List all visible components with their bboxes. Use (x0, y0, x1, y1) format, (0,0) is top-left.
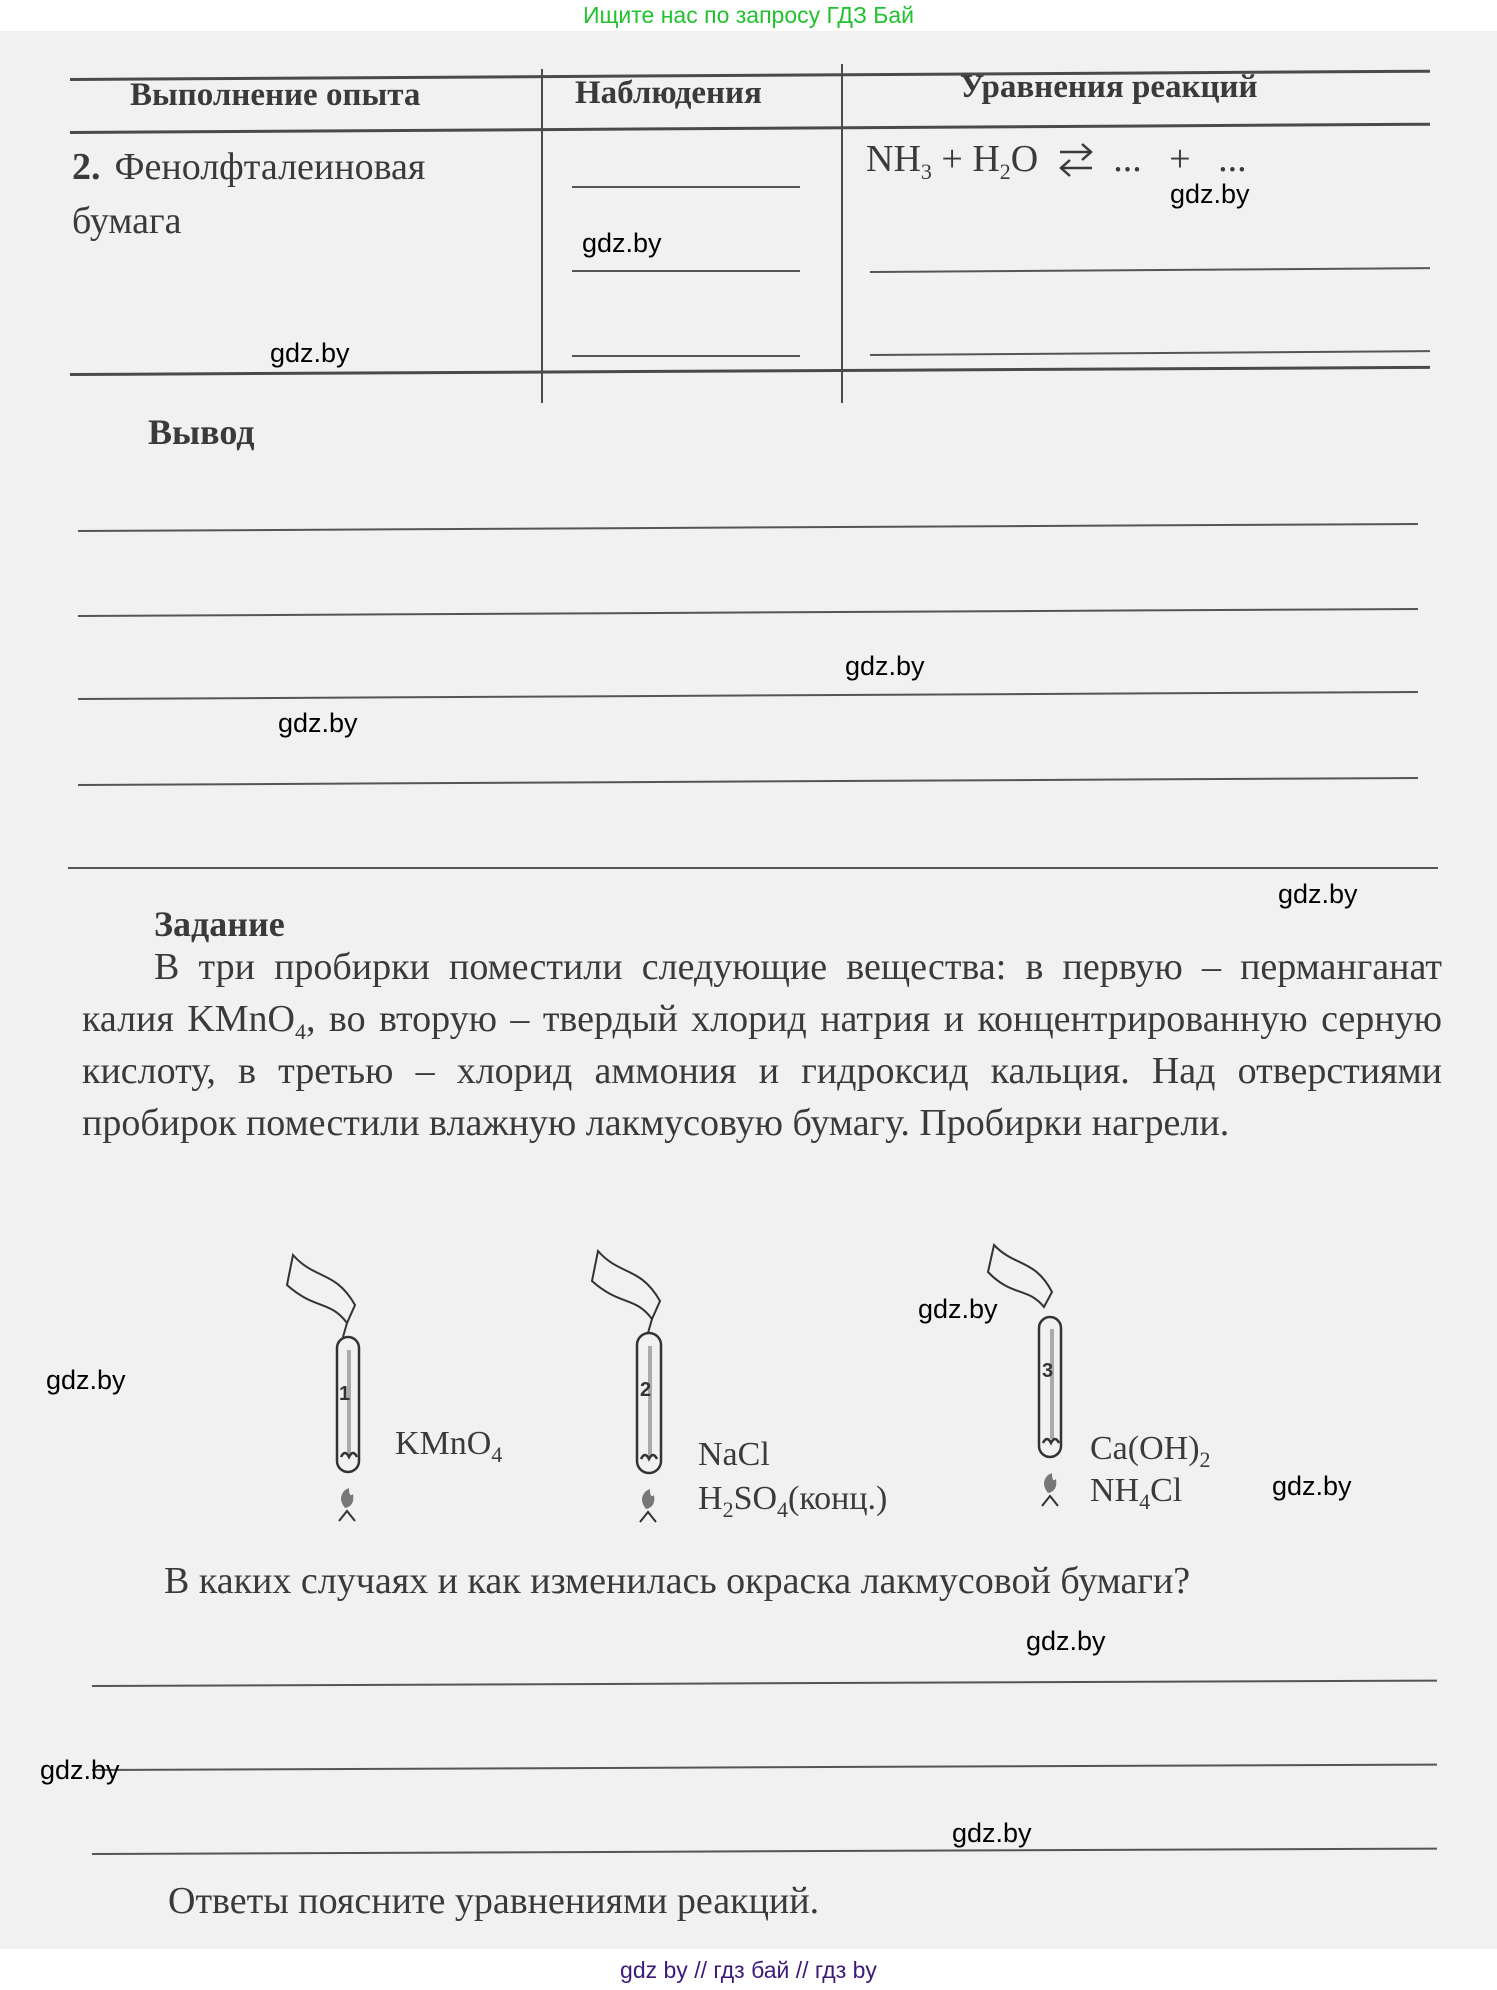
answer-line-1[interactable] (92, 1680, 1437, 1687)
watermark: gdz.by (1272, 1471, 1352, 1501)
header-experiment: Выполнение опыта (130, 77, 421, 113)
watermark: gdz.by (1278, 879, 1358, 909)
eq-plus: + (941, 138, 963, 180)
conclusion-line-3[interactable] (78, 691, 1418, 700)
workbook-page (0, 31, 1497, 1949)
equation-cell (866, 137, 1247, 182)
watermark: gdz.by (1026, 1626, 1106, 1656)
table-header-border (70, 123, 1430, 134)
equation-blank-1[interactable] (870, 267, 1430, 273)
eq-nh: NH (866, 138, 921, 180)
svg-text:3: 3 (1042, 1360, 1054, 1382)
conclusion-line-4[interactable] (78, 777, 1418, 786)
tube-2-label-line-1: NaCl (698, 1436, 770, 1473)
watermark: gdz.by (918, 1294, 998, 1324)
eq-product-blank-2: ... (1218, 138, 1247, 180)
watermark: gdz.by (40, 1755, 120, 1785)
tube-3-label-line-2: $NH_4Cl$ (1090, 1472, 1183, 1514)
table-col-divider-2 (841, 64, 843, 403)
observation-blank-2[interactable] (572, 270, 800, 272)
tube-3-label-line-1: $Ca(OH)_2$ (1090, 1430, 1211, 1472)
conclusion-line-2[interactable] (78, 608, 1418, 617)
task-heading: Задание (154, 904, 285, 944)
experiment-cell (72, 145, 425, 189)
task-text-part2: , во вторую – твердый хлорид натрия и концентрированную серную кислоту, в третью – хлорид аммония и гидроксид кальция. Над отверстиями пробирок поместили влажную лакмусовую бумагу. Пробирки нагрели. (82, 998, 1442, 1144)
task-text-part1: В три пробирки поместили следующие вещества: в первую – перманганат калия KMnO (82, 946, 1442, 1040)
watermark: gdz.by (270, 338, 350, 368)
watermark: gdz.by (582, 228, 662, 258)
watermark: gdz.by (278, 708, 358, 738)
answer-line-2[interactable] (92, 1764, 1437, 1771)
task-text (82, 941, 1442, 1149)
test-tube-1-icon (285, 1245, 365, 1525)
equation-blank-2[interactable] (870, 350, 1430, 356)
table-col-divider-1 (541, 69, 543, 403)
eq-sub-3: 3 (920, 159, 932, 184)
watermark: gdz.by (1170, 179, 1250, 209)
test-tube-2-icon (590, 1241, 670, 1521)
watermark: gdz.by (46, 1365, 126, 1395)
conclusion-line-1[interactable] (78, 523, 1418, 532)
eq-h: H (972, 138, 1000, 180)
tube-2-label-line-2: $H_2SO_4(конц.)$ (698, 1480, 888, 1522)
observation-blank-3[interactable] (572, 355, 800, 357)
section-divider (68, 867, 1438, 869)
svg-text:2: 2 (640, 1379, 652, 1401)
eq-sub-2: 2 (999, 159, 1011, 184)
svg-text:1: 1 (339, 1383, 351, 1405)
top-banner: Ищите нас по запросу ГДЗ Бай (0, 0, 1497, 30)
test-tube-3-icon (990, 1237, 1070, 1517)
eq-plus-2: + (1169, 138, 1191, 180)
question-litmus: В каких случаях и как изменилась окраска лакмусовой бумаги? (164, 1560, 1191, 1602)
tube-1-label: KMnO$_4$ (395, 1425, 503, 1467)
task-text-sub: 4 (294, 1019, 306, 1044)
header-observations: Наблюдения (575, 75, 762, 111)
eq-product-blank-1: ... (1113, 138, 1142, 180)
eq-o: O (1010, 138, 1039, 180)
watermark: gdz.by (952, 1818, 1032, 1848)
watermark: gdz.by (845, 651, 925, 681)
observation-blank-1[interactable] (572, 186, 800, 188)
answer-line-3[interactable] (92, 1848, 1437, 1855)
equilibrium-arrow-icon (1056, 142, 1096, 182)
row-number: 2. (72, 146, 101, 188)
conclusion-heading: Вывод (148, 412, 255, 452)
header-equations: Уравнения реакций (960, 69, 1258, 105)
question-explain: Ответы поясните уравнениями реакций. (168, 1880, 820, 1922)
experiment-cell-line2: бумага (72, 200, 182, 242)
experiment-line1: Фенолфталеиновая (114, 146, 426, 188)
bottom-banner: gdz by // гдз бай // гдз by (0, 1950, 1497, 1990)
